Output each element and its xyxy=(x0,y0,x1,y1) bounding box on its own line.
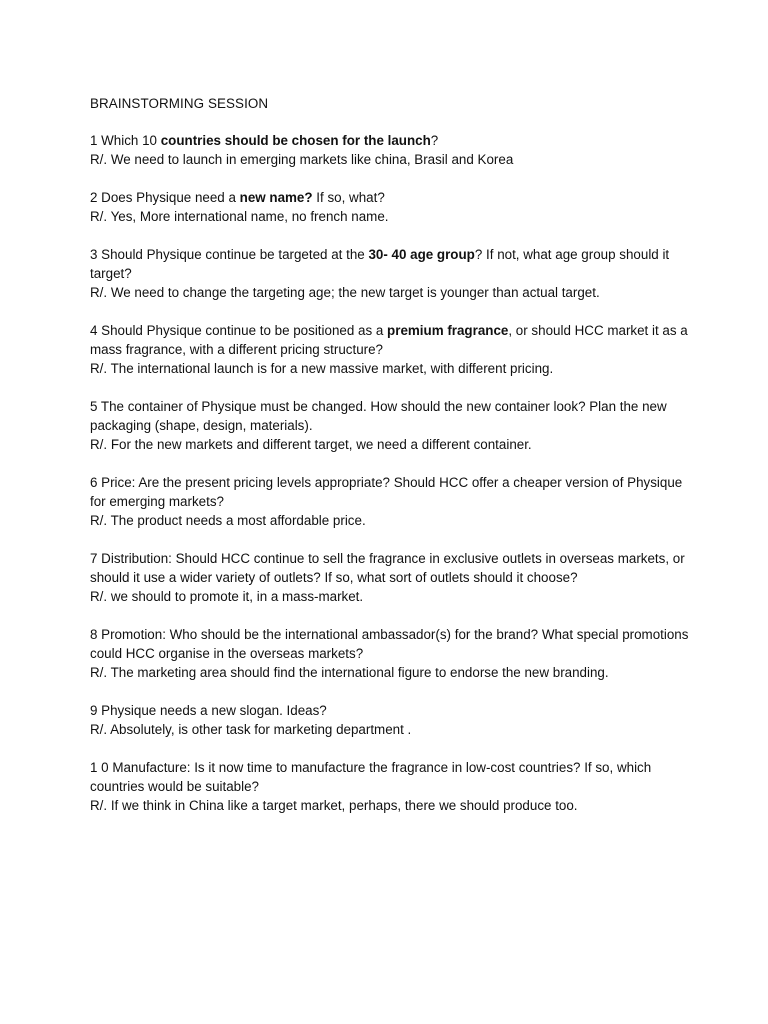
question: 5 The container of Physique must be changed. How should the new container look? Plan the new packaging (shape, design, materials). xyxy=(90,399,667,433)
question: 9 Physique needs a new slogan. Ideas? xyxy=(90,703,327,718)
answer: R/. The international launch is for a new massive market, with different pricing. xyxy=(90,361,554,376)
qa-item-7 xyxy=(90,549,690,606)
question-text: If so, what? xyxy=(312,190,385,205)
question: 8 Promotion: Who should be the international ambassador(s) for the brand? What special promotions could HCC organise in the overseas markets? xyxy=(90,627,689,661)
question-emphasis: new name? xyxy=(239,190,313,205)
question-text: 2 Does Physique need a xyxy=(90,190,240,205)
qa-item-3 xyxy=(90,245,690,302)
question: 7 Distribution: Should HCC continue to sell the fragrance in exclusive outlets in overseas markets, or should it use a wider variety of outlets? If so, what sort of outlets should it choose? xyxy=(90,551,685,585)
qa-item-10 xyxy=(90,758,690,815)
qa-item-2 xyxy=(90,188,690,226)
question-emphasis: 30- 40 age group xyxy=(368,247,475,262)
answer: R/. If we think in China like a target market, perhaps, there we should produce too. xyxy=(90,798,578,813)
answer: R/. we should to promote it, in a mass-market. xyxy=(90,589,364,604)
answer: R/. The product needs a most affordable price. xyxy=(90,513,366,528)
question xyxy=(90,245,690,283)
answer: R/. We need to change the targeting age; the new target is younger than actual target. xyxy=(90,285,600,300)
answer: R/. We need to launch in emerging markets like china, Brasil and Korea xyxy=(90,152,514,167)
qa-item-6 xyxy=(90,473,690,530)
question-text: ? If not, what age group should it target? xyxy=(90,247,670,281)
question-text: , or should HCC market it as a mass fragrance, with a different pricing structure? xyxy=(90,323,688,357)
answer: R/. Absolutely, is other task for marketing department . xyxy=(90,722,412,737)
question: 1 0 Manufacture: Is it now time to manufacture the fragrance in low-cost countries? If so, which countries would be suitable? xyxy=(90,760,652,794)
answer: R/. Yes, More international name, no french name. xyxy=(90,209,389,224)
document-title: BRAINSTORMING SESSION xyxy=(90,96,269,111)
qa-item-4 xyxy=(90,321,690,378)
qa-item-1 xyxy=(90,131,690,169)
question-text: ? xyxy=(430,133,439,148)
question xyxy=(90,188,690,207)
qa-item-9 xyxy=(90,701,690,739)
document-page xyxy=(90,94,690,834)
question-text: 4 Should Physique continue to be positioned as a xyxy=(90,323,388,338)
question-emphasis: countries should be chosen for the launch xyxy=(160,133,431,148)
question-text: 3 Should Physique continue be targeted at the xyxy=(90,247,369,262)
qa-item-5 xyxy=(90,397,690,454)
question xyxy=(90,131,690,150)
answer: R/. The marketing area should find the international figure to endorse the new branding. xyxy=(90,665,609,680)
answer: R/. For the new markets and different target, we need a different container. xyxy=(90,437,532,452)
question-text: 1 Which 10 xyxy=(90,133,161,148)
question xyxy=(90,321,690,359)
question: 6 Price: Are the present pricing levels appropriate? Should HCC offer a cheaper version of Physique for emerging markets? xyxy=(90,475,683,509)
qa-item-8 xyxy=(90,625,690,682)
question-emphasis: premium fragrance xyxy=(387,323,509,338)
